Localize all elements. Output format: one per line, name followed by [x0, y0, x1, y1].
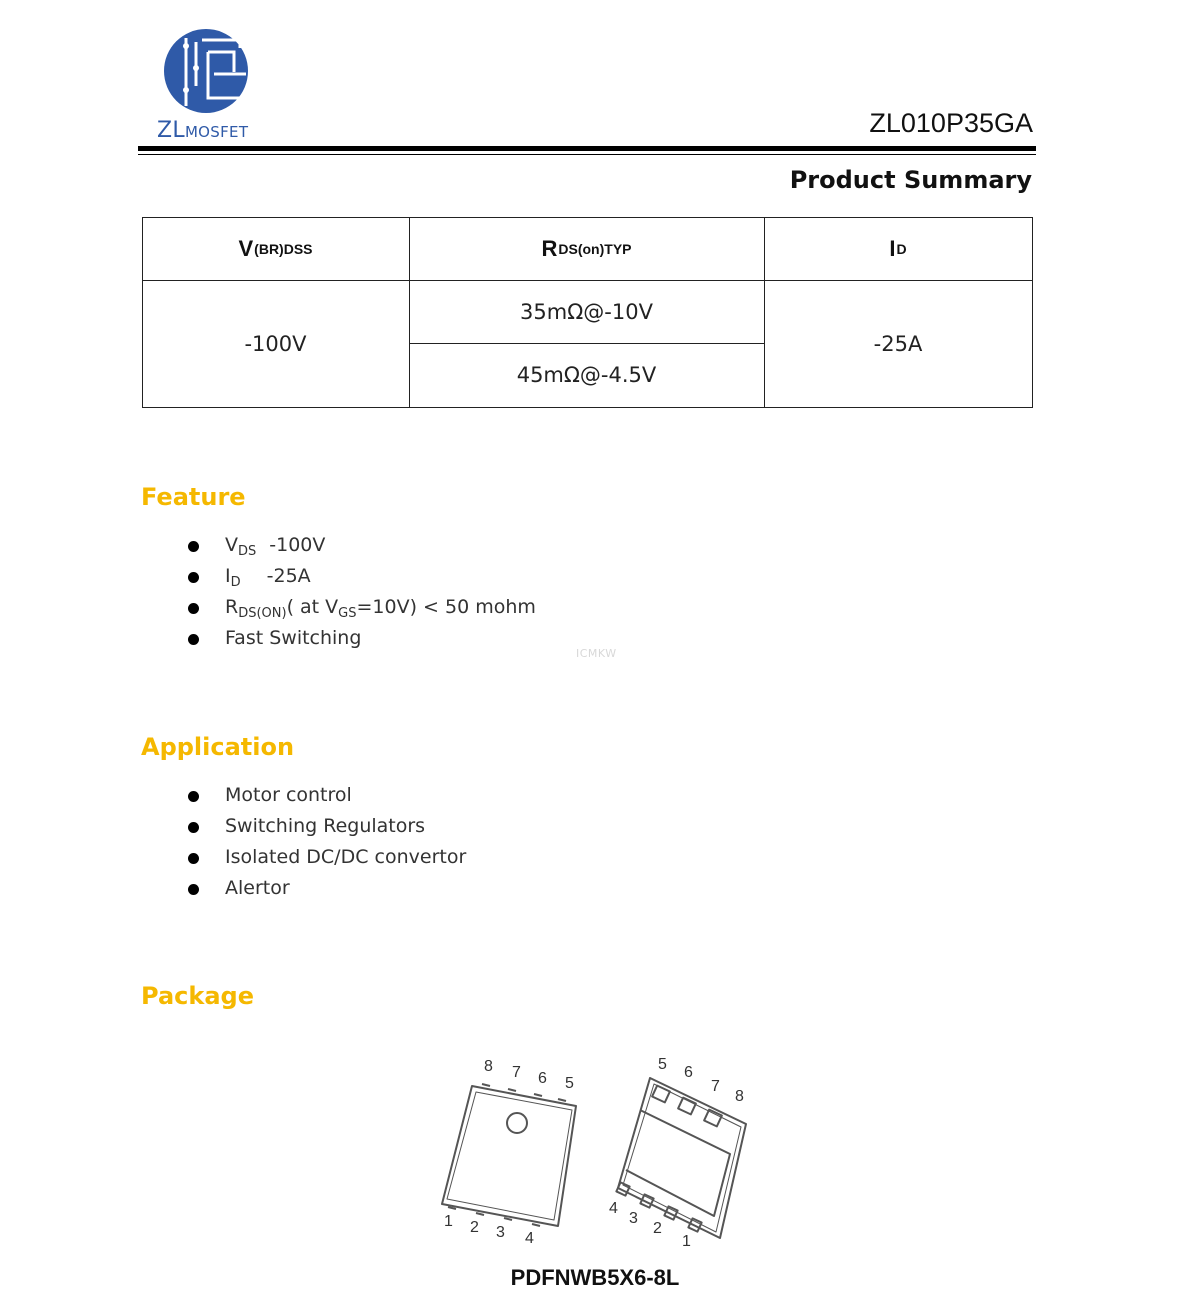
pin-label: 4 — [525, 1230, 534, 1247]
logo-text-main: ZL — [157, 118, 185, 143]
feature-item-id: $I_D$ -25A — [184, 561, 536, 592]
header-id: I D — [889, 235, 907, 261]
application-item: Isolated DC/DC convertor — [184, 842, 466, 873]
pin-label: 3 — [496, 1224, 505, 1241]
header-rdson: R DS(on)TYP — [541, 235, 632, 261]
pin-label: 4 — [609, 1200, 618, 1217]
pin-label: 2 — [653, 1220, 662, 1237]
pin-label: 6 — [538, 1070, 547, 1087]
logo-text-sub: MOSFET — [184, 123, 249, 141]
pin-label: 1 — [444, 1213, 453, 1230]
pin-label: 8 — [735, 1088, 744, 1105]
pin-label: 1 — [682, 1233, 691, 1250]
value-vbrdss: -100V — [244, 331, 307, 356]
package-title: Package — [141, 982, 254, 1010]
package-drawing — [430, 1048, 760, 1258]
feature-title: Feature — [141, 483, 246, 511]
header-rule-thick — [138, 146, 1036, 151]
feature-item-vds: $V_{DS}$ -100V — [184, 530, 536, 561]
pin-label: 7 — [512, 1064, 521, 1081]
pin-label: 5 — [658, 1056, 667, 1073]
product-summary-title: Product Summary — [789, 166, 1032, 194]
pin-label: 7 — [711, 1078, 720, 1095]
header-vbrdss: V (BR)DSS — [238, 235, 313, 261]
pin-label: 2 — [470, 1219, 479, 1236]
application-item: Motor control — [184, 780, 466, 811]
application-item: Switching Regulators — [184, 811, 466, 842]
value-id: -25A — [873, 331, 923, 356]
logo-emblem-icon — [162, 28, 254, 114]
value-rdson-10v: 35mΩ@-10V — [520, 299, 653, 324]
pin-label: 8 — [484, 1058, 493, 1075]
pin-label: 3 — [629, 1210, 638, 1227]
pin-label: 6 — [684, 1064, 693, 1081]
company-logo — [155, 28, 265, 143]
header-rule-thin — [138, 154, 1036, 155]
feature-list — [184, 530, 536, 654]
watermark: ICMKW — [576, 647, 617, 660]
package-name: PDFNWB5X6-8L — [510, 1265, 680, 1290]
product-summary-table — [142, 217, 1033, 408]
feature-item-rdson: $R_{DS(ON)}$( at $V_{GS}=10V) < 50$ mohm — [184, 592, 536, 623]
application-list — [184, 780, 466, 904]
application-title: Application — [141, 733, 295, 761]
logo-text — [157, 118, 248, 143]
part-number: ZL010P35GA — [869, 108, 1033, 138]
value-rdson-4v5: 45mΩ@-4.5V — [516, 363, 657, 387]
pin-label: 5 — [565, 1075, 574, 1092]
application-item: Alertor — [184, 873, 466, 904]
feature-item-fast-switching: Fast Switching — [184, 623, 536, 654]
